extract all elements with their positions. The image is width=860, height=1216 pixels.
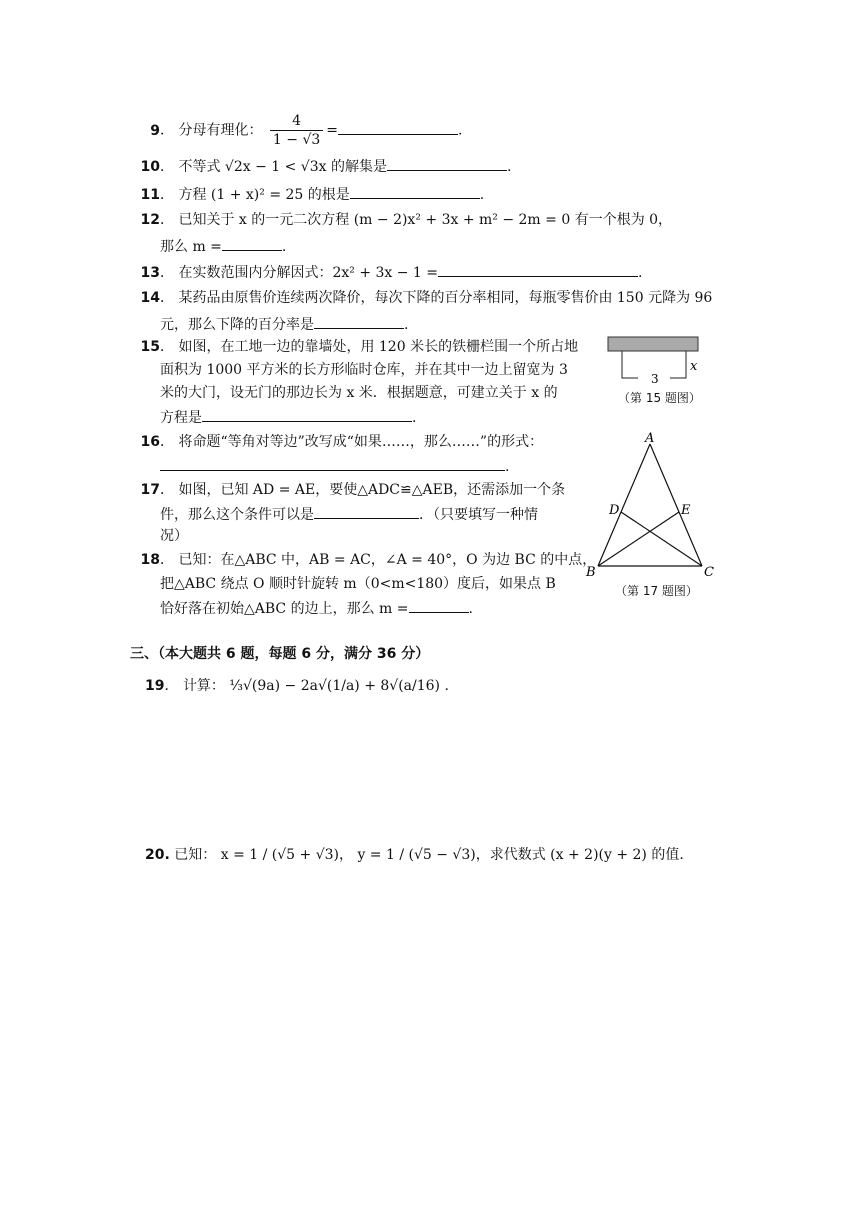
question-number: 17 (140, 482, 160, 498)
question-10: 10． 不等式 √2x − 1 < √3x 的解集是 . (130, 156, 511, 177)
question-text: 某药品由原售价连续两次降价，每次下降的百分率相同，每瓶零售价由 150 元降为 96 (178, 290, 713, 306)
question-text: 方程是 (160, 410, 202, 426)
answer-blank[interactable] (438, 262, 638, 277)
question-number: 15 (140, 339, 160, 355)
question-text: ．（只要填写一种情 (419, 507, 538, 523)
figure-15-caption: （第 15 题图） (618, 391, 701, 405)
answer-blank[interactable] (409, 598, 469, 613)
point-E: E (681, 503, 691, 518)
punct: . (412, 410, 417, 426)
question-text: 方程 (1 + x)² = 25 的根是 (178, 187, 350, 203)
punct: . (281, 239, 287, 255)
vertex-A: A (645, 431, 655, 446)
fraction (270, 112, 323, 149)
numerator: 4 (270, 112, 323, 131)
answer-blank[interactable] (338, 120, 458, 135)
question-15-line2: 面积为 1000 平方米的长方形临时仓库，并在其中一边上留宽为 3 (160, 362, 568, 378)
question-number: 9 (150, 122, 160, 139)
question-number: 10 (140, 159, 160, 175)
question-text: 元，那么下降的百分率是 (160, 317, 314, 333)
question-text: 在实数范围内分解因式：2x² + 3x − 1 = (178, 265, 439, 281)
question-19: 19． 计算： ⅓√(9a) − 2a√(1/a) + 8√(a/16) . (145, 678, 449, 694)
question-text: 分母有理化： (178, 122, 263, 139)
question-11: 11． 方程 (1 + x)² = 25 的根是 . (130, 184, 484, 205)
question-text: 计算： (182, 678, 225, 694)
section-heading: 三、（本大题共 6 题，每题 6 分，满分 36 分） (130, 646, 430, 662)
wall (608, 337, 698, 351)
figure-15 (600, 334, 710, 386)
x-expression: x = 1 / (√5 + √3) (220, 847, 339, 863)
question-text: 那么 m = (160, 239, 222, 255)
question-text: 已知： (174, 847, 217, 863)
question-number: 14 (140, 290, 160, 306)
question-17-line3: 况） (160, 528, 188, 544)
question-20: 20. 已知： x = 1 / (√5 + √3)， y = 1 / (√5 − √3)，求代数式 (x + 2)(y + 2) 的值. (145, 847, 684, 863)
side-AC (650, 444, 702, 566)
question-14: 14． 某药品由原售价连续两次降价，每次下降的百分率相同，每瓶零售价由 150 元降为 96 (130, 288, 712, 308)
question-18-line2: 把△ABC 绕点 O 顺时针旋转 m（0<m<180）度后，如果点 B (160, 576, 556, 592)
question-16-line2 (160, 456, 509, 477)
question-17: 17． 如图，已知 AD = AE，要使△ADC≌△AEB，还需添加一个条 (130, 480, 565, 500)
question-text: 已知关于 x 的一元二次方程 (m − 2)x² + 3x + m² − 2m = 0 有一个根为 0， (178, 212, 673, 228)
punct: . (458, 122, 463, 139)
answer-blank[interactable] (222, 236, 282, 251)
question-9: 9． 分母有理化： $\frac{4}{1 - √3}$ = . (130, 112, 462, 149)
question-15: 15． 如图，在工地一边的靠墙处，用 120 米长的铁栅栏围一个所占地 (130, 337, 578, 357)
question-16: 16． 将命题“等角对等边”改写成“如果……，那么……”的形式： (130, 432, 543, 452)
point-D: D (609, 503, 620, 518)
punct: . (468, 601, 473, 617)
answer-blank[interactable] (350, 184, 480, 199)
question-text: 不等式 √2x − 1 < √3x 的解集是 (178, 159, 387, 175)
question-text: 将命题“等角对等边”改写成“如果……，那么……”的形式： (178, 434, 544, 450)
figure-17 (580, 430, 720, 580)
question-text: 恰好落在初始△ABC 的边上，那么 m = (160, 601, 409, 617)
fence-left (622, 351, 638, 378)
fence-right (670, 351, 686, 378)
vertex-C: C (704, 565, 714, 580)
question-text: 如图，在工地一边的靠墙处，用 120 米长的铁栅栏围一个所占地 (178, 339, 579, 355)
answer-blank[interactable] (387, 156, 507, 171)
label-3: 3 (651, 372, 659, 386)
answer-blank[interactable] (314, 504, 419, 519)
answer-blank[interactable] (202, 407, 412, 422)
expression: ⅓√(9a) − 2a√(1/a) + 8√(a/16) (229, 678, 441, 694)
question-12: 12． 已知关于 x 的一元二次方程 (m − 2)x² + 3x + m² − 2m = 0 有一个根为 0， (130, 210, 672, 230)
question-text: 已知：在△ABC 中，AB = AC，∠A = 40°，O 为边 BC 的中点， (178, 552, 597, 568)
question-number: 19 (145, 678, 165, 694)
question-text: 件，那么这个条件可以是 (160, 507, 314, 523)
punct: . (444, 678, 449, 694)
question-number: 11 (140, 187, 160, 203)
punct: . (505, 459, 510, 475)
question-text: ，求代数式 (x + 2)(y + 2) 的值. (475, 847, 684, 863)
side-AB (598, 444, 650, 566)
question-13: 13． 在实数范围内分解因式：2x² + 3x − 1 = . (130, 262, 642, 283)
question-number: 18 (140, 552, 160, 568)
question-15-line3: 米的大门，设无门的那边长为 x 米．根据题意，可建立关于 x 的 (160, 385, 558, 401)
y-expression: y = 1 / (√5 − √3) (357, 847, 476, 863)
question-text: 如图，已知 AD = AE，要使△ADC≌△AEB，还需添加一个条 (178, 482, 566, 498)
question-number: 16 (140, 434, 160, 450)
question-18: 18． 已知：在△ABC 中，AB = AC，∠A = 40°，O 为边 BC 的中点， (130, 550, 596, 570)
question-17-line2 (160, 504, 538, 525)
punct: . (404, 317, 409, 333)
figure-17-caption: （第 17 题图） (615, 584, 698, 598)
question-14-line2 (160, 314, 408, 335)
question-number: 20. (145, 847, 170, 863)
question-number: 12 (140, 212, 160, 228)
question-12-line2 (160, 236, 286, 257)
punct: . (638, 265, 643, 281)
answer-blank[interactable] (314, 314, 404, 329)
question-number: 13 (140, 265, 160, 281)
question-18-line3 (160, 598, 473, 619)
label-x: x (690, 359, 698, 374)
punct: . (479, 187, 485, 203)
punct: . (506, 159, 512, 175)
answer-blank[interactable] (160, 456, 505, 471)
question-15-line4 (160, 407, 416, 428)
vertex-B: B (586, 565, 596, 580)
denominator: 1 − √3 (272, 132, 321, 148)
